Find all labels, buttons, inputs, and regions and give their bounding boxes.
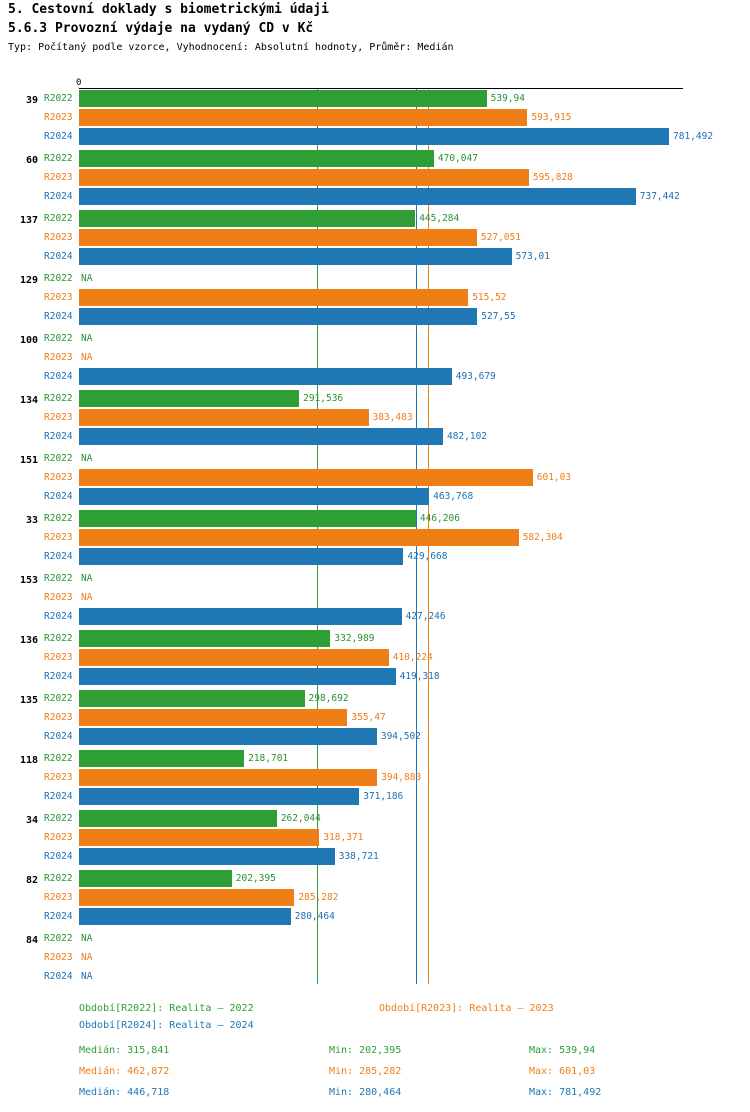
bar-value-label: 593,915 xyxy=(531,112,572,123)
bar-row xyxy=(44,487,750,506)
group-label: 82 xyxy=(25,875,38,886)
bar[interactable] xyxy=(79,529,519,546)
bar-value-label: 601,03 xyxy=(536,472,572,483)
series-label-R2022: R2022 xyxy=(44,693,73,704)
bar-value-label: 410,224 xyxy=(392,652,433,663)
bar-group xyxy=(0,569,750,629)
series-label-R2022: R2022 xyxy=(44,513,73,524)
stat-min: Min: 285,282 xyxy=(329,1066,402,1077)
series-label-R2022: R2022 xyxy=(44,453,73,464)
group-label: 33 xyxy=(25,515,38,526)
bar-row xyxy=(44,967,750,986)
bar-row xyxy=(44,307,750,326)
bar-row xyxy=(44,389,750,408)
bar-row xyxy=(44,149,750,168)
bar-group xyxy=(0,449,750,509)
bar[interactable] xyxy=(79,409,369,426)
bar-row xyxy=(44,427,750,446)
bar[interactable] xyxy=(79,428,443,445)
series-label-R2024: R2024 xyxy=(44,551,73,562)
bar-value-label: 573,01 xyxy=(515,251,550,262)
bar-row xyxy=(44,809,750,828)
bar-row xyxy=(44,768,750,787)
series-label-R2022: R2022 xyxy=(44,93,73,104)
bar-group xyxy=(0,329,750,389)
bar[interactable] xyxy=(79,248,512,265)
bar-value-label: 371,186 xyxy=(363,791,404,802)
bar-na-label: NA xyxy=(81,971,93,982)
bar-group xyxy=(0,209,750,269)
group-label: 100 xyxy=(19,335,38,346)
series-label-R2024: R2024 xyxy=(44,431,73,442)
bar[interactable] xyxy=(79,769,377,786)
bar-row xyxy=(44,607,750,626)
group-label: 135 xyxy=(19,695,38,706)
bar-na-label: NA xyxy=(81,573,93,584)
bar-na-label: NA xyxy=(81,352,93,363)
bar-row xyxy=(44,828,750,847)
bar-group xyxy=(0,689,750,749)
bar-value-label: 463,768 xyxy=(433,491,474,502)
bar-row xyxy=(44,247,750,266)
bar-group xyxy=(0,869,750,929)
bar-group xyxy=(0,389,750,449)
bar-value-label: 355,47 xyxy=(351,712,386,723)
bar-row xyxy=(44,787,750,806)
bar-row xyxy=(44,108,750,127)
series-label-R2022: R2022 xyxy=(44,273,73,284)
bar-group xyxy=(0,929,750,989)
bar-group xyxy=(0,89,750,149)
bar-group xyxy=(0,809,750,869)
bar-value-label: 291,536 xyxy=(303,393,344,404)
bar[interactable] xyxy=(79,608,402,625)
series-label-R2024: R2024 xyxy=(44,191,73,202)
series-label-R2024: R2024 xyxy=(44,911,73,922)
group-label: 84 xyxy=(25,935,38,946)
bar-row xyxy=(44,689,750,708)
bar-row xyxy=(44,449,750,468)
series-label-R2022: R2022 xyxy=(44,333,73,344)
stat-max: Max: 781,492 xyxy=(529,1087,602,1098)
bar-value-label: 470,047 xyxy=(437,153,478,164)
bar-row xyxy=(44,948,750,967)
bar-row xyxy=(44,749,750,768)
bar[interactable] xyxy=(79,709,347,726)
series-label-R2023: R2023 xyxy=(44,952,73,963)
bar-row xyxy=(44,228,750,247)
bar[interactable] xyxy=(79,90,487,107)
group-label: 153 xyxy=(19,575,38,586)
bar-row xyxy=(44,468,750,487)
bar-row xyxy=(44,547,750,566)
bar-row xyxy=(44,569,750,588)
bar-row xyxy=(44,667,750,686)
bar-value-label: 515,52 xyxy=(472,292,507,303)
bar[interactable] xyxy=(79,848,335,865)
series-label-R2024: R2024 xyxy=(44,851,73,862)
bar[interactable] xyxy=(79,829,319,846)
bar-value-label: 527,55 xyxy=(481,311,516,322)
bar-row xyxy=(44,509,750,528)
series-label-R2022: R2022 xyxy=(44,873,73,884)
bar-value-label: 338,721 xyxy=(338,851,379,862)
bar[interactable] xyxy=(79,469,533,486)
series-label-R2024: R2024 xyxy=(44,731,73,742)
bar-group xyxy=(0,509,750,569)
axis-zero-label: 0 xyxy=(76,78,82,88)
series-label-R2022: R2022 xyxy=(44,573,73,584)
bar-group xyxy=(0,149,750,209)
bar[interactable] xyxy=(79,510,416,527)
bar-na-label: NA xyxy=(81,933,93,944)
group-label: 60 xyxy=(25,155,38,166)
bar[interactable] xyxy=(79,289,468,306)
bar[interactable] xyxy=(79,109,527,126)
bar-row xyxy=(44,888,750,907)
series-label-R2023: R2023 xyxy=(44,472,73,483)
bar-row xyxy=(44,629,750,648)
bar-value-label: 419,318 xyxy=(399,671,440,682)
chart-subtitle: Typ: Počítaný podle vzorce, Vyhodnocení: Absolutní hodnoty, Průměr: Medián xyxy=(8,42,454,53)
bar-value-label: 482,102 xyxy=(446,431,488,442)
series-label-R2024: R2024 xyxy=(44,251,73,262)
group-label: 134 xyxy=(19,395,38,406)
bar[interactable] xyxy=(79,229,477,246)
series-label-R2024: R2024 xyxy=(44,131,73,142)
bar[interactable] xyxy=(79,870,232,887)
bar[interactable] xyxy=(79,368,452,385)
bar-value-label: 285,282 xyxy=(298,892,339,903)
bar[interactable] xyxy=(79,649,389,666)
bar[interactable] xyxy=(79,690,305,707)
bar[interactable] xyxy=(79,210,415,227)
bar-row xyxy=(44,288,750,307)
bar-group xyxy=(0,749,750,809)
bar-na-label: NA xyxy=(81,592,93,603)
group-label: 39 xyxy=(25,95,38,106)
bar[interactable] xyxy=(79,128,669,145)
series-label-R2024: R2024 xyxy=(44,971,73,982)
bar-group xyxy=(0,269,750,329)
bar-value-label: 595,828 xyxy=(532,172,573,183)
bar-row xyxy=(44,648,750,667)
bar-value-label: 202,395 xyxy=(235,873,276,884)
bar-na-label: NA xyxy=(81,273,93,284)
bar-value-label: 383,483 xyxy=(372,412,413,423)
bar-value-label: 446,206 xyxy=(419,513,460,524)
bar-row xyxy=(44,269,750,288)
bar-value-label: 582,304 xyxy=(522,532,563,543)
bar-row xyxy=(44,187,750,206)
bar-value-label: 493,679 xyxy=(455,371,496,382)
bar-row xyxy=(44,588,750,607)
bar-group xyxy=(0,629,750,689)
group-label: 151 xyxy=(19,455,38,466)
series-label-R2022: R2022 xyxy=(44,813,73,824)
series-label-R2023: R2023 xyxy=(44,652,73,663)
stat-median: Medián: 462,872 xyxy=(79,1066,170,1077)
bar[interactable] xyxy=(79,668,396,685)
bar-na-label: NA xyxy=(81,333,93,344)
series-label-R2022: R2022 xyxy=(44,753,73,764)
series-label-R2023: R2023 xyxy=(44,352,73,363)
bar-row xyxy=(44,209,750,228)
bar[interactable] xyxy=(79,630,330,647)
series-label-R2023: R2023 xyxy=(44,832,73,843)
bar[interactable] xyxy=(79,150,434,167)
series-label-R2023: R2023 xyxy=(44,412,73,423)
bar[interactable] xyxy=(79,889,294,906)
bar-value-label: 262,044 xyxy=(280,813,321,824)
stat-median: Medián: 315,841 xyxy=(79,1045,170,1056)
bar-row xyxy=(44,168,750,187)
bar-row xyxy=(44,89,750,108)
bar[interactable] xyxy=(79,908,291,925)
series-label-R2023: R2023 xyxy=(44,232,73,243)
bar[interactable] xyxy=(79,488,429,505)
stat-max: Max: 539,94 xyxy=(529,1045,596,1056)
series-label-R2022: R2022 xyxy=(44,153,73,164)
series-label-R2022: R2022 xyxy=(44,393,73,404)
series-label-R2024: R2024 xyxy=(44,671,73,682)
bar-value-label: 539,94 xyxy=(490,93,525,104)
stat-min: Min: 202,395 xyxy=(329,1045,402,1056)
bar-chart xyxy=(0,78,750,988)
bar-row xyxy=(44,929,750,948)
bar-value-label: 218,701 xyxy=(248,753,289,764)
bar-value-label: 394,502 xyxy=(380,731,421,742)
series-label-R2023: R2023 xyxy=(44,172,73,183)
bar-value-label: 394,883 xyxy=(381,772,422,783)
bar-row xyxy=(44,907,750,926)
bar-row xyxy=(44,727,750,746)
bar-value-label: 332,989 xyxy=(334,633,375,644)
bar-value-label: 445,284 xyxy=(419,213,460,224)
report-title-line1: 5. Cestovní doklady s biometrickými údaji xyxy=(8,2,329,17)
series-label-R2023: R2023 xyxy=(44,592,73,603)
series-label-R2024: R2024 xyxy=(44,371,73,382)
bar-row xyxy=(44,127,750,146)
series-label-R2023: R2023 xyxy=(44,532,73,543)
bar-na-label: NA xyxy=(81,952,93,963)
bar-row xyxy=(44,329,750,348)
bar-row xyxy=(44,847,750,866)
bar-value-label: 781,492 xyxy=(673,131,714,142)
series-label-R2023: R2023 xyxy=(44,112,73,123)
bar[interactable] xyxy=(79,548,403,565)
series-label-R2023: R2023 xyxy=(44,712,73,723)
group-label: 137 xyxy=(19,215,38,226)
series-label-R2023: R2023 xyxy=(44,292,73,303)
series-label-R2023: R2023 xyxy=(44,892,73,903)
series-label-R2024: R2024 xyxy=(44,491,73,502)
bar[interactable] xyxy=(79,308,477,325)
bar-row xyxy=(44,869,750,888)
bar[interactable] xyxy=(79,390,299,407)
series-label-R2022: R2022 xyxy=(44,213,73,224)
bar-row xyxy=(44,408,750,427)
legend-item: Období[R2022]: Realita – 2022 xyxy=(79,1003,254,1014)
stat-max: Max: 601,03 xyxy=(529,1066,596,1077)
bar-row xyxy=(44,367,750,386)
legend-item: Období[R2024]: Realita – 2024 xyxy=(79,1020,254,1031)
page-title: 5.6.3 Provozní výdaje na vydaný CD v Kč xyxy=(8,21,314,36)
series-label-R2023: R2023 xyxy=(44,772,73,783)
series-label-R2024: R2024 xyxy=(44,791,73,802)
group-label: 118 xyxy=(19,755,38,766)
bar-row xyxy=(44,348,750,367)
bar-value-label: 280,464 xyxy=(294,911,335,922)
bar-value-label: 318,371 xyxy=(323,832,364,843)
bar-value-label: 737,442 xyxy=(639,191,680,202)
bar[interactable] xyxy=(79,750,244,767)
bar-value-label: 429,668 xyxy=(407,551,448,562)
bar-value-label: 427,246 xyxy=(405,611,446,622)
group-label: 129 xyxy=(19,275,38,286)
bar-row xyxy=(44,708,750,727)
bar[interactable] xyxy=(79,728,377,745)
bar-value-label: 298,692 xyxy=(308,693,349,704)
series-label-R2024: R2024 xyxy=(44,611,73,622)
series-label-R2022: R2022 xyxy=(44,633,73,644)
bar[interactable] xyxy=(79,188,636,205)
legend-item: Období[R2023]: Realita – 2023 xyxy=(379,1003,554,1014)
stat-min: Min: 280,464 xyxy=(329,1087,402,1098)
bar-na-label: NA xyxy=(81,453,93,464)
group-label: 34 xyxy=(25,815,38,826)
stat-median: Medián: 446,718 xyxy=(79,1087,170,1098)
group-label: 136 xyxy=(19,635,38,646)
bar[interactable] xyxy=(79,788,359,805)
bar[interactable] xyxy=(79,169,529,186)
bar-value-label: 527,051 xyxy=(480,232,521,243)
bar[interactable] xyxy=(79,810,277,827)
series-label-R2024: R2024 xyxy=(44,311,73,322)
series-label-R2022: R2022 xyxy=(44,933,73,944)
bar-row xyxy=(44,528,750,547)
